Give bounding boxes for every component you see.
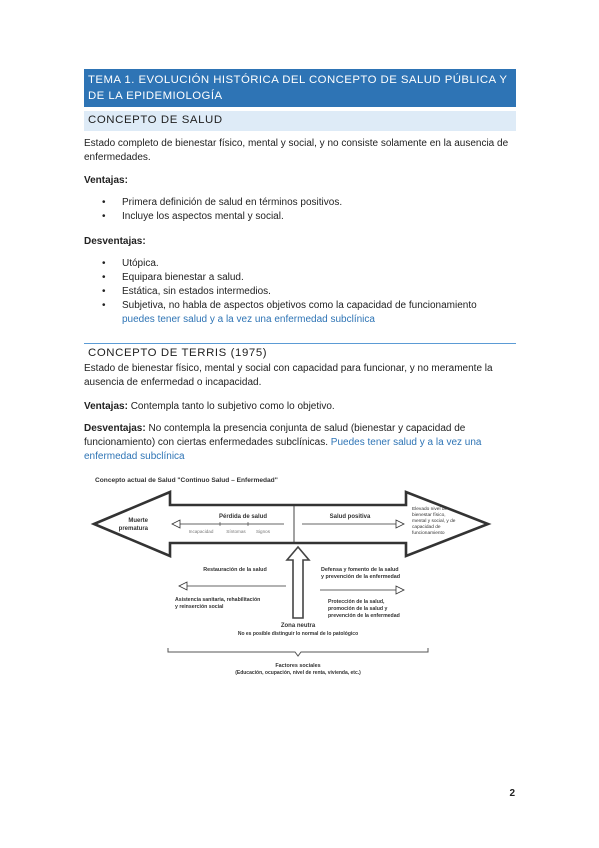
factores-brace <box>168 648 428 656</box>
subclinical-note: puedes tener salud y a la vez una enfermedad subclínica <box>122 314 375 325</box>
restauracion-arrowhead <box>179 582 187 590</box>
health-continuum-figure <box>88 470 508 685</box>
section-heading-text: CONCEPTO DE SALUD <box>88 114 223 126</box>
asistencia-line2: y reinserción social <box>175 604 224 610</box>
right-end-line4: capacidad de <box>412 525 441 530</box>
desventajas-label: Desventajas: <box>84 423 146 434</box>
sintomas-label: Síntomas <box>226 529 246 534</box>
ventajas-label: Ventajas: <box>84 175 128 186</box>
zona-neutra-sub: No es posible distinguir lo normal de lo patológico <box>237 631 359 637</box>
ventajas-list <box>98 196 516 224</box>
defensa-arrowhead <box>396 586 404 594</box>
terris-ventajas <box>84 400 516 414</box>
list-item: • Incluye los aspectos mental y social. <box>98 210 516 224</box>
section-heading-salud <box>84 111 516 131</box>
perdida-label: Pérdida de salud <box>218 514 268 520</box>
desventajas-label: Desventajas: <box>84 236 146 247</box>
incapacidad-label: Incapacidad <box>188 529 214 534</box>
terris-desventajas <box>84 422 516 464</box>
left-end-line1: Muerte <box>128 518 148 524</box>
continuum-arrow-shape <box>94 492 488 556</box>
page-number: 2 <box>509 788 515 799</box>
ventajas-label: Ventajas: <box>84 401 128 412</box>
salud-definition: Estado completo de bienestar físico, mental y social, y no consiste solamente en la ausencia de enfermedades. <box>84 138 509 163</box>
factores-sub: (Educación, ocupación, nivel de renta, vivienda, etc.) <box>235 670 361 676</box>
list-item: • Estática, sin estados intermedios. <box>98 285 516 299</box>
proteccion-line3: prevención de la enfermedad <box>328 613 400 619</box>
right-end-line1: Elevado nivel de <box>412 507 448 512</box>
terris-definition: Estado de bienestar físico, mental y social con capacidad para funcionar, y no meramente la ausencia de enfermedad o incapacidad. <box>84 363 493 388</box>
defensa-line2: y prevención de la enfermedad <box>321 574 401 580</box>
factores-label: Factores sociales <box>275 663 321 669</box>
chapter-title-banner <box>84 69 516 107</box>
zona-neutra-label: Zona neutra <box>280 623 316 629</box>
vertical-arrow <box>287 547 309 618</box>
ventajas-text: Contempla tanto lo subjetivo como lo objetivo. <box>127 401 335 412</box>
defensa-line1: Defensa y fomento de la salud <box>321 567 399 573</box>
left-end-line2: prematura <box>118 526 148 532</box>
list-item: • Utópica. <box>98 257 516 271</box>
proteccion-line1: Protección de la salud, <box>328 599 385 605</box>
asistencia-line1: Asistencia sanitaria, rehabilitación <box>175 597 261 603</box>
list-item: • Equipara bienestar a salud. <box>98 271 516 285</box>
desventajas-text: No contempla la presencia conjunta de salud (bienestar y capacidad de funcionamiento) con ciertas enfermedades subclínicas. <box>84 423 466 448</box>
right-end-line3: mental y social, y de <box>412 519 456 524</box>
desventajas-list <box>98 257 516 313</box>
salud-positiva-label: Salud positiva <box>329 514 371 520</box>
right-end-line5: funcionamiento <box>412 531 445 536</box>
figure-title: Concepto actual de Salud "Continuo Salud – Enfermedad" <box>95 477 278 484</box>
signos-label: Signos <box>255 529 271 534</box>
section-heading-text: CONCEPTO DE TERRIS (1975) <box>88 347 268 359</box>
list-item: • Subjetiva, no habla de aspectos objetivos como la capacidad de funcionamiento <box>98 299 516 313</box>
desventajas-note: Puedes tener salud y a la vez una enfermedad subclínica <box>84 437 482 462</box>
proteccion-line2: promoción de la salud y <box>328 606 388 612</box>
chapter-title: TEMA 1. EVOLUCIÓN HISTÓRICA DEL CONCEPTO DE SALUD PÚBLICA Y DE LA EPIDEMIOLOGÍA <box>88 74 508 102</box>
list-item: • Primera definición de salud en términos positivos. <box>98 196 516 210</box>
right-end-line2: bienestar físico, <box>412 513 446 518</box>
section-heading-terris <box>84 343 516 359</box>
restauracion-label: Restauración de la salud <box>203 567 267 573</box>
